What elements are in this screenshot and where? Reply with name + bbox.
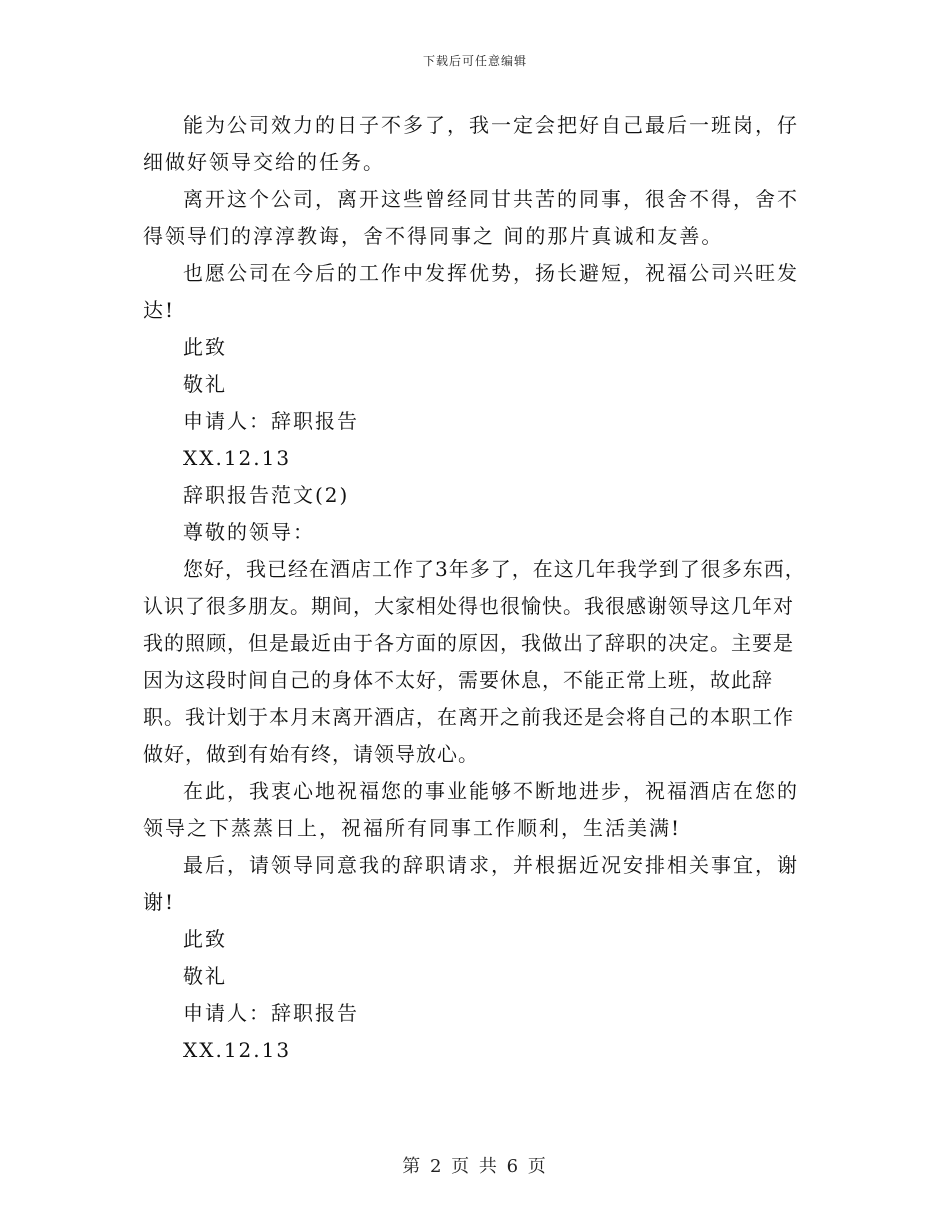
paragraph: 也愿公司在今后的工作中发挥优势，扬长避短，祝福公司兴旺发达! [143,261,799,322]
paragraph: 在此，我衷心地祝福您的事业能够不断地进步，祝福酒店在您的领导之下蒸蒸日上，祝福所有同事工作顺利，生活美满! [143,779,799,840]
salutation: 尊敬的领导： [183,520,315,544]
applicant-line: 申请人：辞职报告 [183,1001,359,1025]
paragraph: 最后，请领导同意我的辞职请求，并根据近况安排相关事宜，谢谢! [143,853,799,914]
date-line: XX.12.13 [183,1038,292,1062]
closing-line: 敬礼 [183,964,227,988]
date-line: XX.12.13 [183,446,292,470]
document-body [143,107,811,1069]
closing-line: 此致 [183,927,227,951]
page-number: 第 2 页 共 6 页 [402,1156,548,1177]
page-header: 下载后可任意编辑 [422,54,527,68]
paragraph: 您好，我已经在酒店工作了3年多了，在这几年我学到了很多东西，认识了很多朋友。期间，大家相处得也很愉快。我很感谢领导这几年对我的照顾，但是最近由于各方面的原因，我做出了辞职的决定。主要是因为这段时间自己的身体不太好，需要休息，不能正常上班，故此辞职。我计划于本月末离开酒店，在离开之前我还是会将自己的本职工作做好，做到有始有终，请领导放心。 [143,557,806,766]
applicant-line: 申请人：辞职报告 [183,409,359,433]
closing-line: 此致 [183,335,227,359]
paragraph: 能为公司效力的日子不多了，我一定会把好自己最后一班岗，仔细做好领导交给的任务。 [143,113,799,174]
paragraph: 离开这个公司，离开这些曾经同甘共苦的同事，很舍不得，舍不得领导们的淳淳教诲，舍不得同事之 间的那片真诚和友善。 [143,187,799,248]
closing-line: 敬礼 [183,372,227,396]
section-title: 辞职报告范文(2) [183,483,350,507]
